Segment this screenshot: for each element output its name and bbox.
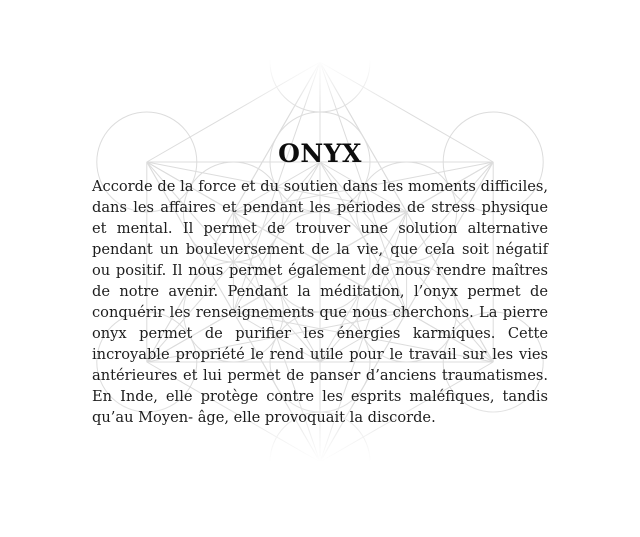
body-text: Accorde de la force et du soutien dans les moments difficiles, dans les affaires et pendant les périodes de stress physique et mental. Il permet de trouver une solution alternative pendant un bouleversement de la vie, que cela soit négatif ou positif. Il nous permet également de nous rendre maîtres de notre avenir. Pendant la méditation, l’onyx permet de conquérir les renseignements que nous cherchons. La pierre onyx permet de purifier les énergies karmiques. Cette incroyable propriété le rend utile pour le travail sur les vies antérieures et lui permet de panser d’anciens traumatismes. En Inde, elle protège contre les esprits maléfiques, tandis qu’au Moyen- âge, elle provoquait la discorde.	[92, 178, 548, 426]
page-title: ONYX	[278, 139, 362, 168]
onyx-card	[92, 141, 548, 428]
